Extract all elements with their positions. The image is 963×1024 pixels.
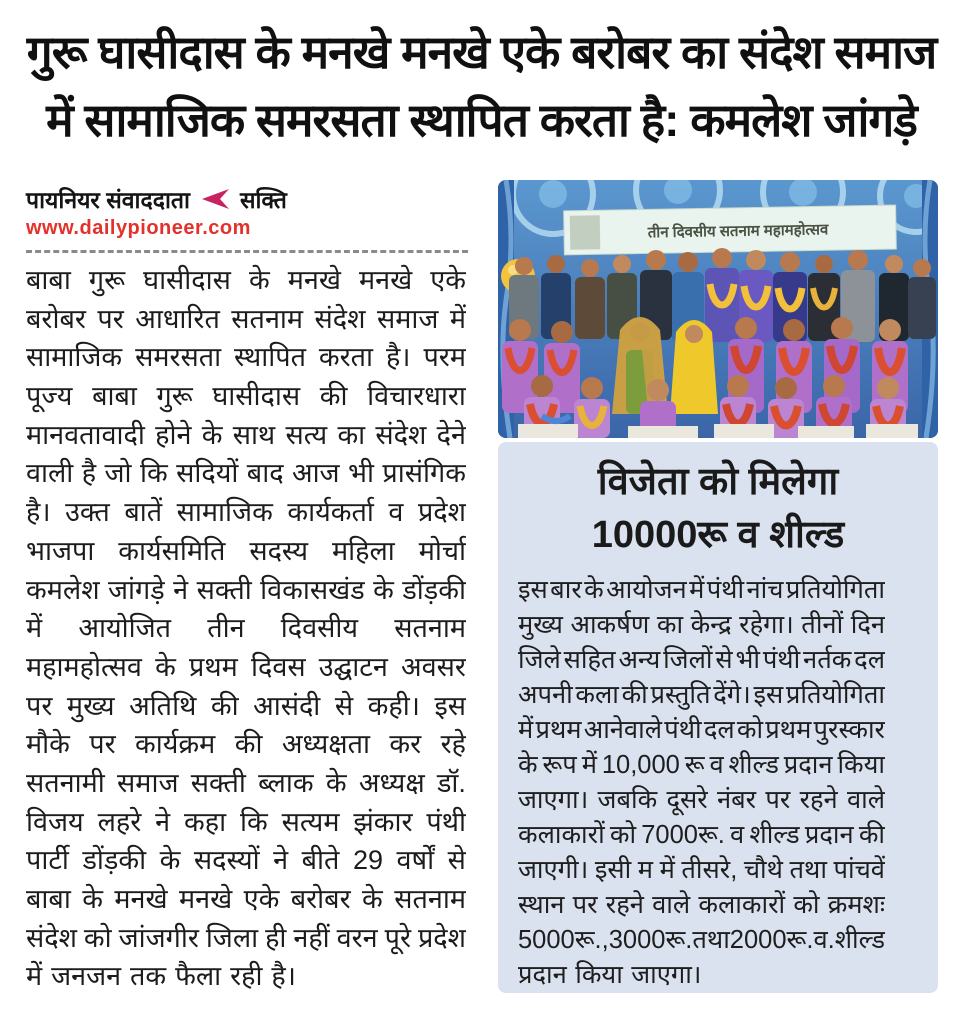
text-line: सतनामी समाज सक्ती ब्लाक के अध्यक्ष डॉ. bbox=[26, 767, 466, 798]
article-body bbox=[26, 260, 466, 995]
text-line: 5000रू., 3000रू. तथा 2000रू. व.शील्ड bbox=[518, 926, 886, 954]
text-line: है। उक्त बातें सामाजिक कार्यकर्ता व प्रदेश bbox=[26, 497, 466, 528]
box-heading-line-2: 10000रू व शील्ड bbox=[591, 514, 845, 556]
text-line: कमलेश जांगड़े ने सक्ती विकासखंड के डोंड़की bbox=[26, 574, 466, 605]
byline-agency: पायनियर संवाददाता bbox=[26, 187, 190, 213]
byline bbox=[26, 183, 287, 215]
text-line: सामाजिक समरसता स्थापित करता है। परम bbox=[26, 342, 466, 373]
text-line: जाएगी। इसी म में तीसरे, चौथे तथा पांचवें bbox=[518, 856, 885, 884]
box-heading bbox=[518, 456, 918, 562]
text-line: के रूप में 10,000 रू व शील्ड प्रदान किया bbox=[518, 751, 886, 779]
group-photo-illustration bbox=[498, 180, 938, 438]
text-line: पार्टी डोंड़की के सदस्यों ने बीते 29 वर्षों से bbox=[26, 845, 466, 876]
headline-line-1: गुरू घासीदास के मनखे मनखे एके बरोबर का संदेश समाज bbox=[26, 26, 937, 78]
text-line: भाजपा कार्यसमिति सदस्य महिला मोर्चा bbox=[26, 535, 466, 566]
text-line: संदेश को जांजगीर जिला ही नहीं वरन पूरे प्रदेश bbox=[26, 922, 466, 953]
text-line: विजय लहरे ने कहा कि सत्यम झंकार पंथी bbox=[26, 806, 466, 837]
text-line: कलाकारों को 7000रू. व शील्ड प्रदान की bbox=[518, 821, 886, 849]
text-line: मुख्य आकर्षण का केन्द्र रहेगा। तीनों दिन bbox=[518, 611, 886, 639]
dashed-separator bbox=[26, 250, 468, 253]
banner-text: तीन दिवसीय सतनाम महामहोत्सव bbox=[647, 221, 829, 242]
text-line: जिले सहित अन्य जिलों से भी पंथी नर्तक दल bbox=[518, 646, 886, 674]
box-body bbox=[518, 572, 885, 992]
text-line: पर मुख्य अतिथि की आसंदी से कही। इस bbox=[26, 690, 466, 721]
text-line: इस बार के आयोजन में पंथी नांच प्रतियोगिता bbox=[518, 576, 885, 604]
page-title bbox=[0, 18, 963, 154]
text-line: में जनजन तक फैला रही है। bbox=[26, 961, 296, 992]
text-line: प्रदान किया जाएगा। bbox=[518, 961, 702, 989]
text-line: मौके पर कार्यक्रम की अध्यक्षता कर रहे bbox=[26, 729, 466, 760]
pioneer-arrow-icon bbox=[200, 188, 230, 210]
box-heading-line-1: विजेता को मिलेगा bbox=[597, 461, 839, 503]
text-line: अपनी कला की प्रस्तुति देंगे। इस प्रतियोगिता bbox=[518, 681, 886, 709]
text-line: बाबा के मनखे मनखे एके बरोबर के सतनाम bbox=[26, 884, 466, 914]
event-group-photo bbox=[498, 180, 938, 438]
website-link[interactable]: www.dailypioneer.com bbox=[26, 217, 251, 239]
woman-yellow-saree bbox=[670, 320, 718, 414]
text-line: बाबा गुरू घासीदास के मनखे मनखे एके bbox=[26, 265, 466, 295]
text-line: बरोबर पर आधारित सतनाम संदेश समाज में bbox=[26, 303, 466, 334]
byline-location: सक्ति bbox=[239, 187, 287, 213]
text-line: में प्रथम आनेवाले पंथी दल को प्रथम पुरस्कार bbox=[518, 716, 885, 744]
text-line: पूज्य बाबा गुरू घासीदास की विचारधारा bbox=[26, 381, 466, 412]
text-line: में आयोजित तीन दिवसीय सतनाम bbox=[26, 613, 466, 644]
text-line: स्थान पर रहने वाले कलाकारों को क्रमशः bbox=[518, 891, 886, 919]
text-line: महामहोत्सव के प्रथम दिवस उद्घाटन अवसर bbox=[26, 651, 466, 682]
text-line: जाएगा। जबकि दूसरे नंबर पर रहने वाले bbox=[518, 786, 886, 814]
text-line: वाली है जो कि सदियों बाद आज भी प्रासंगिक bbox=[26, 458, 466, 489]
headline-line-2: में सामाजिक समरसता स्थापित करता है: कमलेश जांगड़े bbox=[46, 94, 917, 146]
prize-highlight-box bbox=[498, 442, 938, 993]
text-line: मानवतावादी होने के साथ सत्य का संदेश देने bbox=[26, 419, 466, 450]
